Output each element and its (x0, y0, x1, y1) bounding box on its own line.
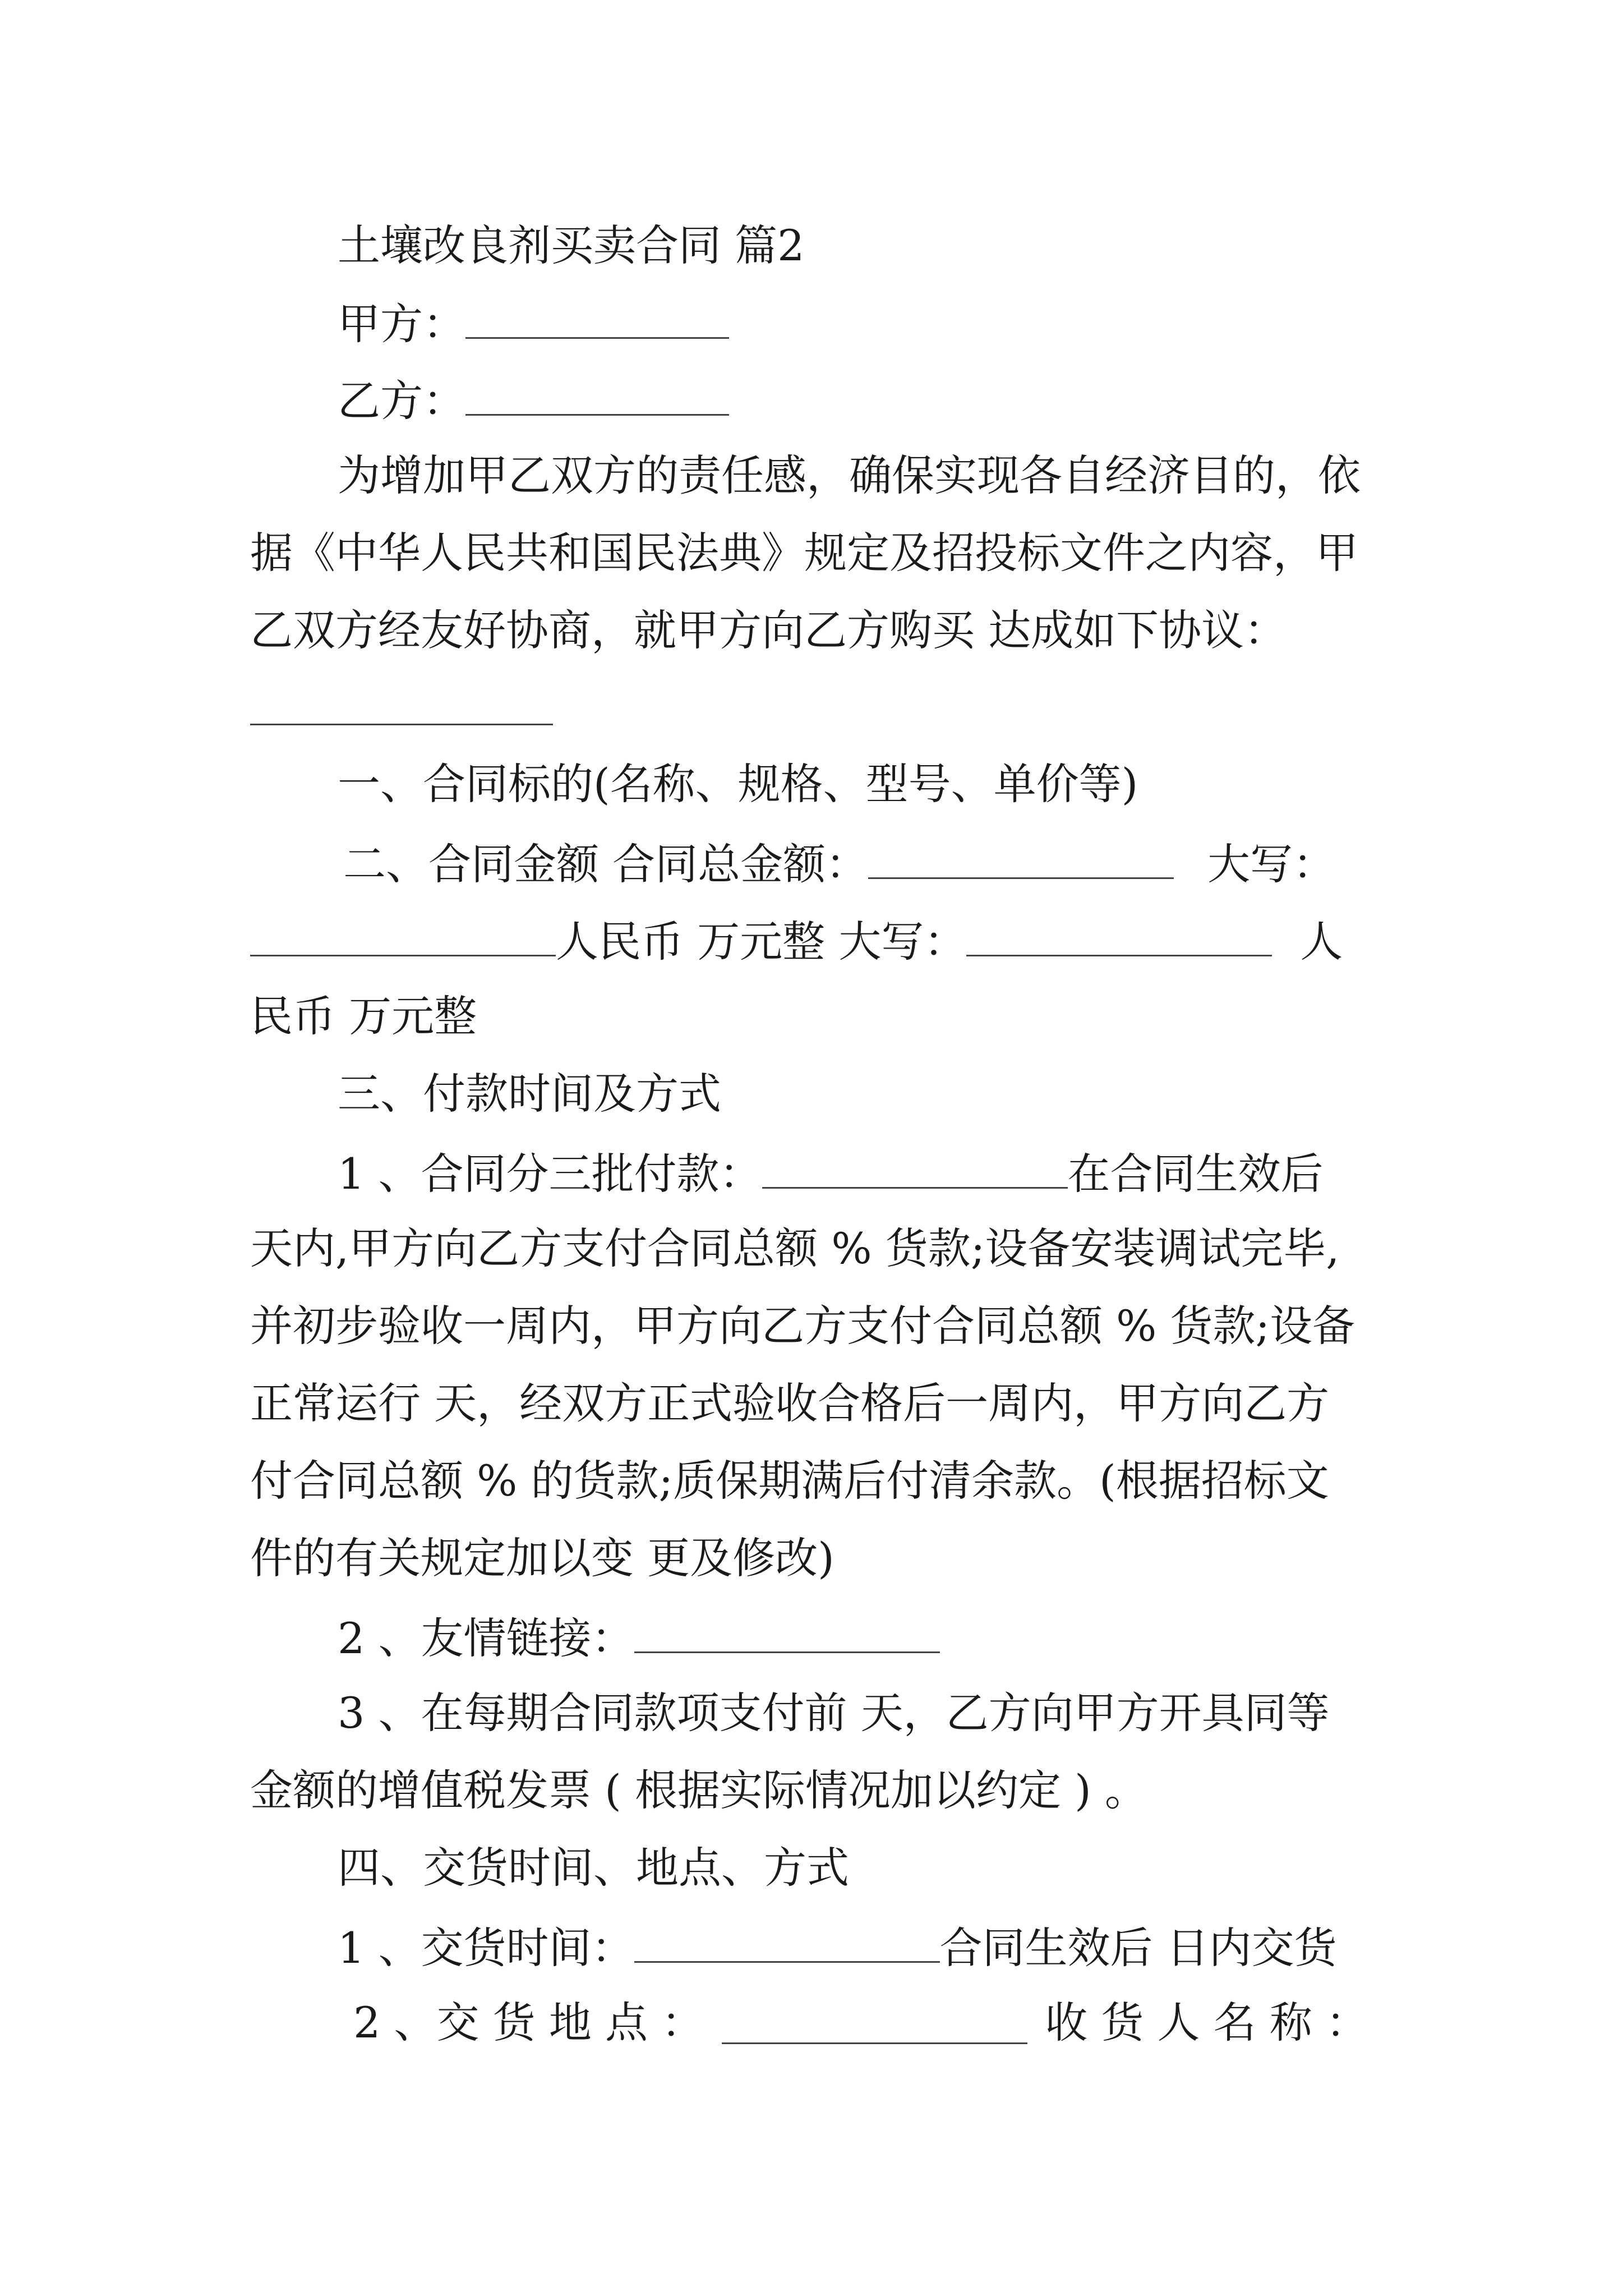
s4-1-after: 合同生效后 日内交货 (939, 1923, 1337, 1973)
party-b-line (338, 376, 729, 426)
section-2-line-3: 民币 万元整 (250, 991, 477, 1041)
s4-2-blank[interactable] (722, 2005, 1027, 2044)
section-4-title: 四、交货时间、地点、方式 (338, 1843, 849, 1893)
section-2-line-1 (343, 839, 1336, 889)
s2-capital-blank-2[interactable] (966, 918, 1272, 956)
s3-2-blank[interactable] (634, 1614, 940, 1653)
section-3-3-line-2: 金额的增值税发票 ( 根据实际情况加以约定 ) 。 (250, 1765, 1147, 1815)
party-a-blank[interactable] (465, 300, 729, 339)
s2-capital-label: 大写： (1207, 839, 1336, 889)
section-3-3-line-1: 3 、在每期合同款项支付前 天，乙方向甲方开具同等 (338, 1688, 1330, 1738)
intro-line-1: 为增加甲乙双方的责任感，确保实现各自经济目的，依 (338, 450, 1361, 500)
s2-ren: 人 (1300, 917, 1343, 967)
s3-1-blank[interactable] (762, 1150, 1068, 1189)
party-b-blank[interactable] (465, 377, 729, 416)
s2-capital-blank-1[interactable] (250, 918, 556, 956)
section-4-2-line (353, 1998, 1368, 2047)
s4-1-label: 1 、交货时间： (338, 1923, 634, 1973)
s4-2-label: 2 、交 货 地 点 ： (353, 1998, 704, 2047)
section-3-1-line-2: 天内,甲方向乙方支付合同总额 % 货款;设备安装调试完毕, (250, 1223, 1340, 1273)
intro-line-2: 据《中华人民共和国民法典》规定及招投标文件之内容，甲 (250, 528, 1358, 578)
section-4-1-line (338, 1923, 1337, 1973)
section-3-1-line-5: 付合同总额 % 的货款;质保期满后付清余款。(根据招标文 (250, 1456, 1329, 1506)
s3-1-after: 在合同生效后 (1067, 1149, 1324, 1199)
s3-2-label: 2 、友情链接： (338, 1613, 634, 1663)
s2-total-blank[interactable] (868, 840, 1174, 879)
section-2-line-2 (250, 917, 1343, 967)
doc-title: 土壤改良剂买卖合同 篇2 (338, 220, 805, 270)
intro-line-3: 乙双方经友好协商，就甲方向乙方购买 达成如下协议： (250, 605, 1287, 655)
intro-blank[interactable] (250, 724, 553, 725)
section-1-title: 一、合同标的(名称、规格、型号、单价等) (338, 759, 1138, 809)
section-3-title: 三、付款时间及方式 (338, 1069, 721, 1119)
s4-1-blank[interactable] (634, 1924, 940, 1963)
s4-2-receiver-label: 收 货 人 名 称 ： (1045, 1998, 1368, 2047)
section-3-1-line-3: 并初步验收一周内，甲方向乙方支付合同总额 % 货款;设备 (250, 1301, 1355, 1351)
s3-1-label: 1 、合同分三批付款： (338, 1149, 762, 1199)
section-3-1-line-1 (338, 1149, 1324, 1199)
section-3-1-line-6: 件的有关规定加以变 更及修改) (250, 1533, 834, 1583)
s2-total-label: 二、合同金额 合同总金额： (343, 839, 869, 889)
party-a-line (338, 299, 729, 349)
s2-rmb-label: 人民币 万元整 大写： (556, 917, 967, 967)
party-a-label: 甲方： (338, 299, 465, 349)
section-3-1-line-4: 正常运行 天，经双方正式验收合格后一周内，甲方向乙方 (250, 1378, 1330, 1428)
party-b-label: 乙方： (338, 376, 465, 426)
section-3-2-line (338, 1613, 940, 1663)
